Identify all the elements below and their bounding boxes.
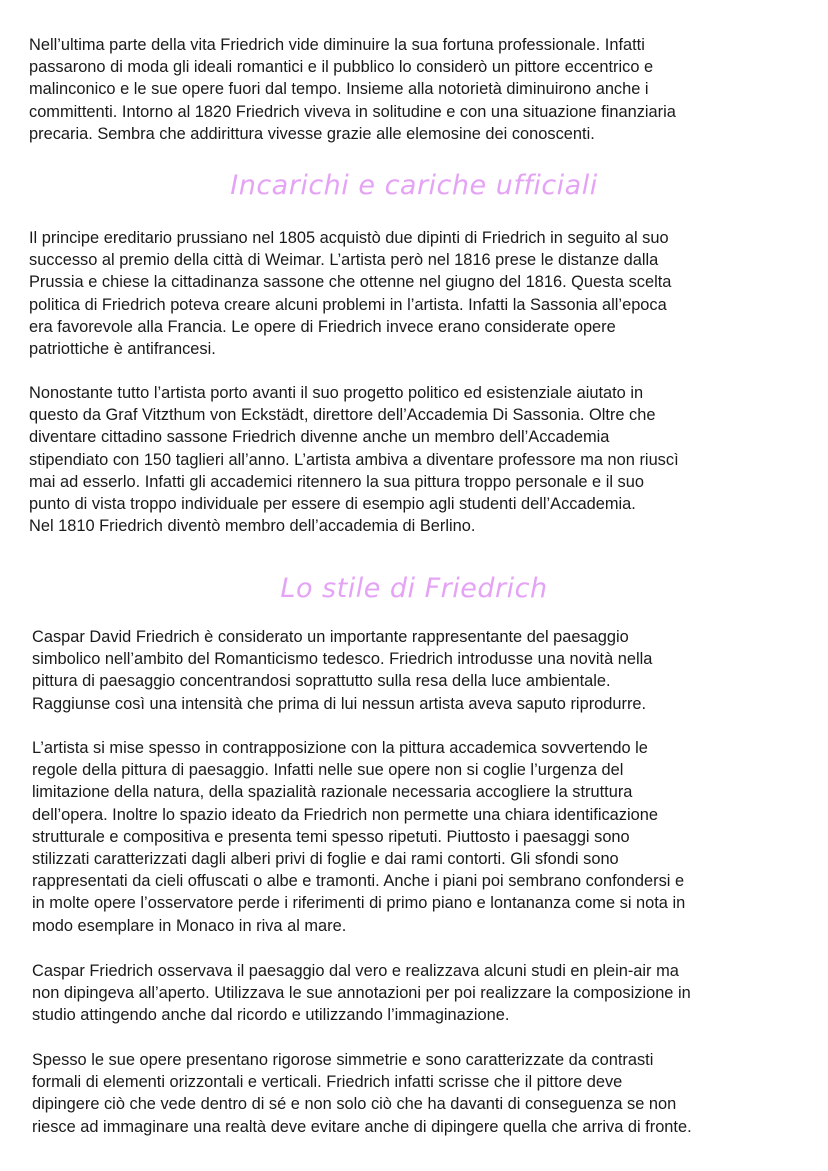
paragraph-fortuna-declino: Nell’ultima parte della vita Friedrich vide diminuire la sua fortuna professionale. Infatti passarono di moda gli ideali romantici e il pubblico lo considerò un pittore eccentrico e malinconico e le sue opere fuori dal tempo. Insieme alla notorietà diminuirono anche i committenti. Intorno al 1820 Friedrich viveva in solitudine e con una situazione finanziaria precaria. Sembra che addirittura vivesse grazie alle elemosine dei conoscenti. — [29, 36, 676, 143]
section-heading-incarichi: Incarichi e cariche ufficiali — [230, 170, 598, 201]
paragraph-pittura-accademica: L’artista si mise spesso in contrapposizione con la pittura accademica sovvertendo le regole della pittura di paesaggio. Infatti nelle sue opere non si coglie l’urgenza del limitazione della natura, della spazialità razionale necessaria accogliere la struttura dell’opera. Inoltre lo spazio ideato da Friedrich non permette una chiara identificazione strutturale e compositiva e presenta temi spesso ripetuti. Piuttosto i paesaggi sono stilizzati caratterizzati dagli alberi privi di foglie e dai rami contorti. Gli sfondi sono rappresentati da cieli offuscati o albe e tramonti. Anche i piani poi sembrano confondersi e in molte opere l’osservatore perde i riferimenti di primo piano e lontananza come si nota in modo esemplare in Monaco in riva al mare. — [32, 739, 686, 935]
paragraph-plein-air: Caspar Friedrich osservava il paesaggio dal vero e realizzava alcuni studi en plein-air ma non dipingeva all’aperto. Utilizzava le sue annotazioni per poi realizzare la composizione in studio attingendo anche dal ricordo e utilizzando l’immaginazione. — [32, 962, 691, 1025]
paragraph-paesaggio-simbolico: Caspar David Friedrich è considerato un importante rappresentante del paesaggio simbolico nell’ambito del Romanticismo tedesco. Friedrich introdusse una novità nella pittura di paesaggio concentrandosi soprattutto sulla resa della luce ambientale. Raggiunse così una intensità che prima di lui nessun artista aveva saputo riprodurre. — [32, 628, 653, 713]
section-heading-stile: Lo stile di Friedrich — [280, 573, 548, 604]
paragraph-accademia-sassonia: Nonostante tutto l’artista porto avanti il suo progetto politico ed esistenziale aiutato in questo da Graf Vitzthum von Eckstädt, direttore dell’Accademia Di Sassonia. Oltre che diventare cittadino sassone Friedrich divenne anche un membro dell’Accademia stipendiato con 150 taglieri all’anno. L’artista ambiva a diventare professore ma non riuscì mai ad esserlo. Infatti gli accademici ritennero la sua pittura troppo personale e il suo punto di vista troppo individuale per essere di esempio agli studenti dell’Accademia. Nel 1810 Friedrich diventò membro dell’accademia di Berlino. — [29, 384, 679, 536]
paragraph-simmetrie: Spesso le sue opere presentano rigorose simmetrie e sono caratterizzate da contrasti formali di elementi orizzontali e verticali. Friedrich infatti scrisse che il pittore deve dipingere ciò che vede dentro di sé e non solo ciò che ha davanti di conseguenza se non riesce ad immaginare una realtà deve evitare anche di dipingere quella che arriva di fronte. — [32, 1051, 692, 1136]
paragraph-principe-prussiano: Il principe ereditario prussiano nel 1805 acquistò due dipinti di Friedrich in seguito al suo successo al premio della città di Weimar. L’artista però nel 1816 prese le distanze dalla Prussia e chiese la cittadinanza sassone che ottenne nel giugno del 1816. Questa scelta politica di Friedrich poteva creare alcuni problemi in l’artista. Infatti la Sassonia all’epoca era favorevole alla Francia. Le opere di Friedrich invece erano considerate opere patriottiche è antifrancesi. — [29, 229, 672, 359]
